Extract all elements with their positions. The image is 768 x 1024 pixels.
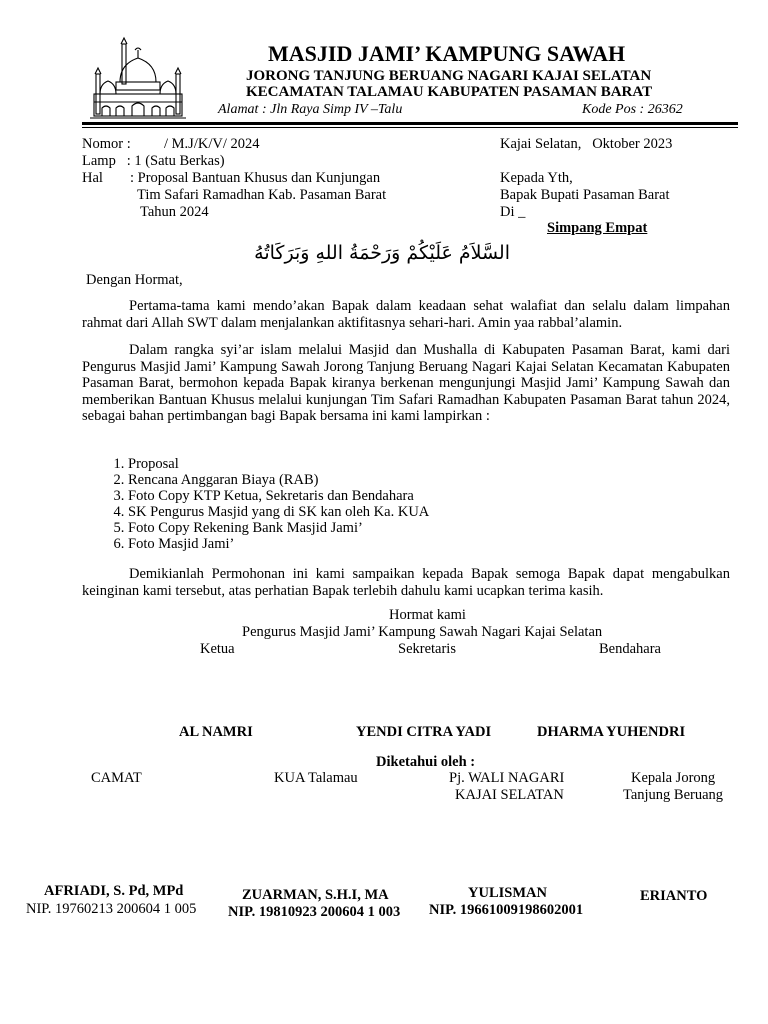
acknowledged-label: Diketahui oleh : [376,754,476,770]
closing-hormat: Hormat kami [389,607,466,623]
paragraph-2: Dalam rangka syi’ar islam melalui Masjid dan Mushalla di Kabupaten Pasaman Barat, kami dari Pengurus Masjid Jami’ Kampung Sawah Jorong Tanjung Beruang Nagari Kajai Selatan Kecamatan Kabupaten Pasaman Barat, bermohon kepada Bapak kiranya berkenan mengunjungi Masjid Jami’ Kampung Sawah dan memberikan Bantuan Khusus melalui kunjungan Tim Safari Ramadhan Kabupaten Pasaman Barat tahun 2024, sebagai bahan pertimbangan bagi Bapak bersama ini kami lampirkan : [82,342,730,424]
list-item: 2. Rencana Anggaran Biaya (RAB) [128,472,429,488]
letterhead-line2: KECAMATAN TALAMAU KABUPATEN PASAMAN BARAT [246,84,653,100]
kua-nip: NIP. 19810923 200604 1 003 [228,904,401,920]
letterhead-postal: Kode Pos : 26362 [582,102,683,117]
attachment-list [82,456,429,552]
letterhead-address: Alamat : Jln Raya Simp IV –Talu [218,102,403,117]
list-item: 3. Foto Copy KTP Ketua, Sekretaris dan Bendahara [128,488,429,504]
closing-pengurus: Pengurus Masjid Jami’ Kampung Sawah Nagari Kajai Selatan [242,624,603,640]
mosque-logo-icon [86,36,190,122]
org-name: MASJID JAMI’ KAMPUNG SAWAH [268,41,626,66]
camat-nip: NIP. 19760213 200604 1 005 [26,901,197,917]
paragraph-1: Pertama-tama kami mendo’akan Bapak dalam keadaan sehat walafiat dan selalu dalam limpahan rahmat dari Allah SWT dalam menjalankan aktifitasnya sehari-hari. Amin yaa rabbal’alamin. [82,298,730,331]
ketua-name: AL NAMRI [179,724,253,740]
camat-title: CAMAT [91,770,142,786]
jorong-title-line2: Tanjung Beruang [623,787,724,803]
recipient-line1: Kepada Yth, [500,170,573,186]
kua-name: ZUARMAN, S.H.I, MA [242,887,389,903]
list-item: 5. Foto Copy Rekening Bank Masjid Jami’ [128,520,429,536]
letterhead-divider [82,122,738,125]
wali-name: YULISMAN [468,885,547,901]
lamp: Lamp : 1 (Satu Berkas) [82,153,225,169]
nomor-label: Nomor : [82,136,131,152]
hal-line3: Tahun 2024 [140,204,209,220]
recipient-line3: Di _ [500,204,526,220]
greeting: Dengan Hormat, [86,272,183,288]
sekretaris-name: YENDI CITRA YADI [356,724,492,740]
bendahara-name: DHARMA YUHENDRI [537,724,686,740]
recipient-location: Simpang Empat [547,220,648,236]
place-date: Kajai Selatan, Oktober 2023 [500,136,673,152]
sekretaris-title: Sekretaris [398,641,456,657]
wali-title-line1: Pj. WALI NAGARI [449,770,565,786]
bendahara-title: Bendahara [599,641,661,657]
hal-line1: : Proposal Bantuan Khusus dan Kunjungan [130,170,381,186]
wali-nip: NIP. 19661009198602001 [429,902,584,918]
letterhead-divider-thin [82,127,738,128]
list-item: 4. SK Pengurus Masjid yang di SK kan oleh Ka. KUA [128,504,429,520]
recipient-line2: Bapak Bupati Pasaman Barat [500,187,670,203]
camat-name: AFRIADI, S. Pd, MPd [44,883,184,899]
list-item: 1. Proposal [128,456,429,472]
jorong-name: ERIANTO [640,888,708,904]
list-item: 6. Foto Masjid Jami’ [128,536,429,552]
arabic-salam: السَّلاَمُ عَلَيْكُمْ وَرَحْمَةُ اللهِ وَبَرَكَاتُهُ [254,242,510,264]
hal-label: Hal [82,170,103,186]
jorong-title-line1: Kepala Jorong [631,770,716,786]
kua-title: KUA Talamau [274,770,358,786]
paragraph-3: Demikianlah Permohonan ini kami sampaikan kepada Bapak semoga Bapak dapat mengabulkan keinginan kami tersebut, atas perhatian Bapak terlebih dahulu kami ucapkan terima kasih. [82,566,730,599]
ketua-title: Ketua [200,641,235,657]
hal-line2: Tim Safari Ramadhan Kab. Pasaman Barat [137,187,387,203]
nomor-value: / M.J/K/V/ 2024 [164,136,260,152]
wali-title-line2: KAJAI SELATAN [455,787,564,803]
letterhead-line1: JORONG TANJUNG BERUANG NAGARI KAJAI SELATAN [246,68,652,84]
